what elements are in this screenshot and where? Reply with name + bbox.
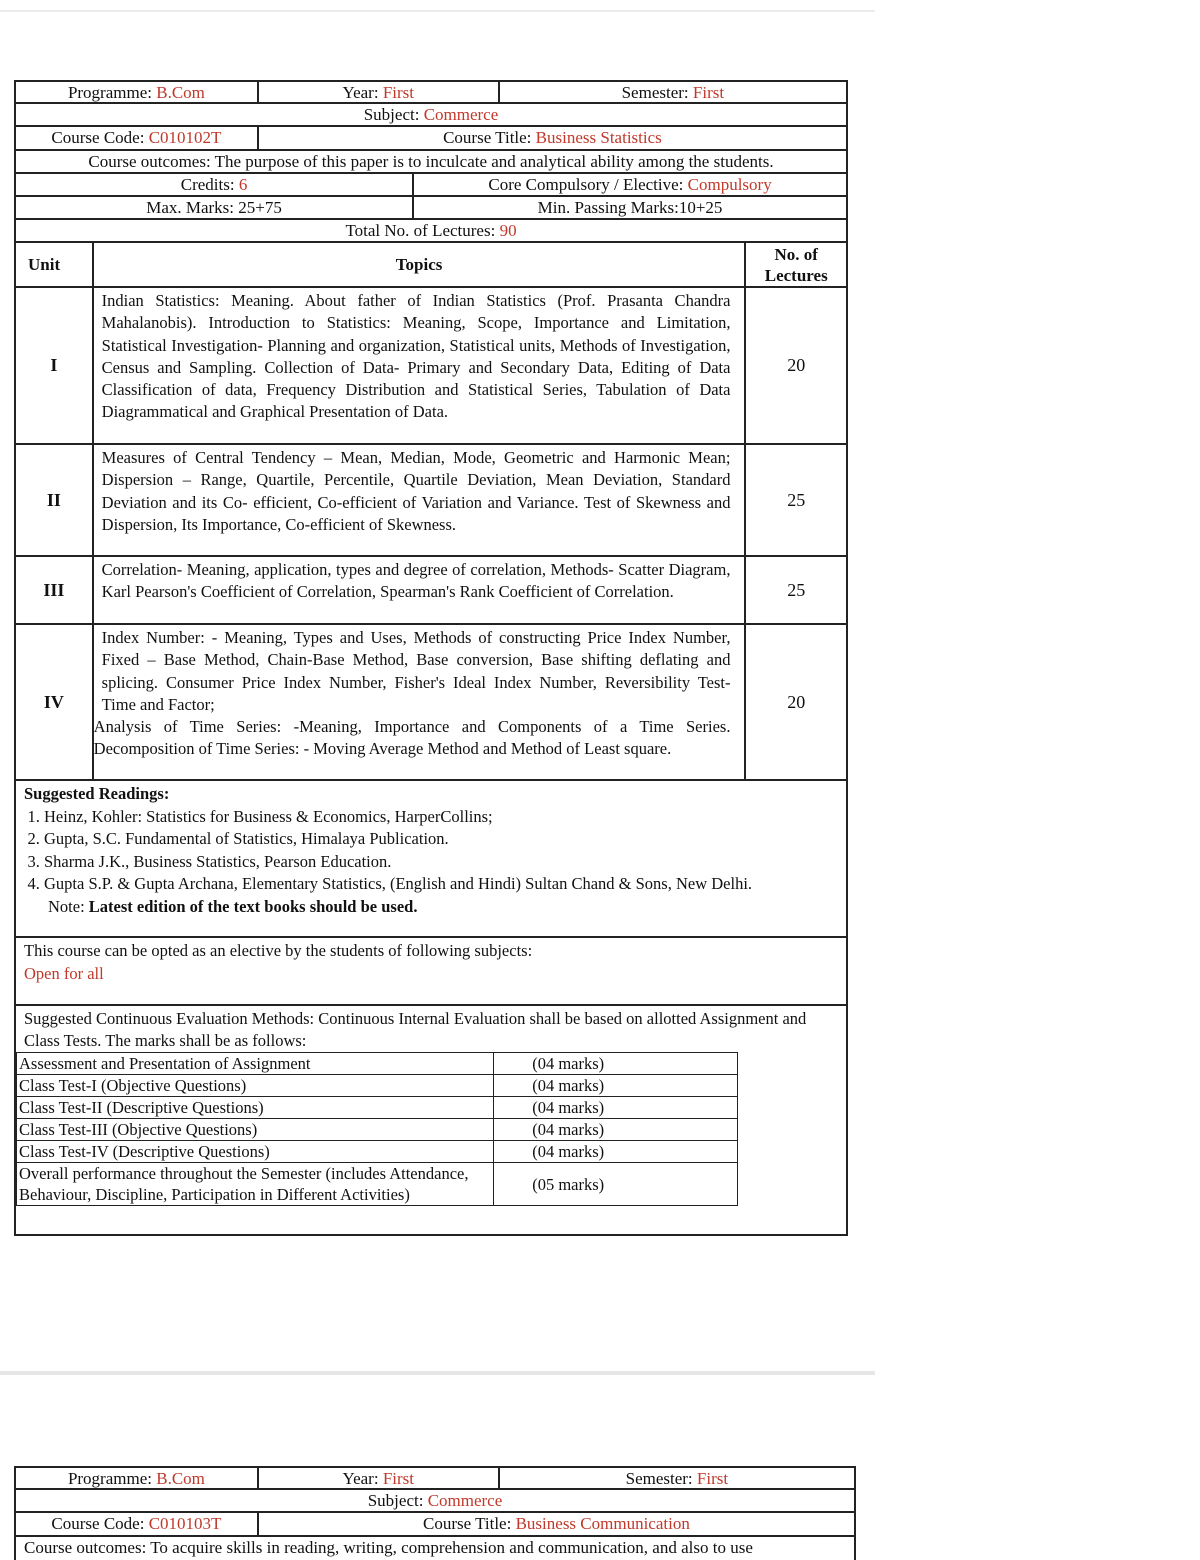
semester-label: Semester: [621,83,693,102]
programme-cell [16,82,257,102]
unit-topics: Measures of Central Tendency – Mean, Median, Mode, Geometric and Harmonic Mean; Dispersion – Range, Quartile, Percentile, Quartile Deviation, Mean Deviation, Standard Deviation and its Co- efficient, Co-efficient of Variation and Variance. Test of Skewness and Dispersion, Its Importance, Co-efficient of Skewness. [92,445,745,555]
programme-cell [16,1468,257,1488]
units-header-row [14,243,848,288]
semester-cell [498,1468,854,1488]
course-title-label: Course Title: [443,128,536,147]
year-label: Year: [342,1469,383,1488]
course-title-cell [257,1513,854,1535]
course-title-value: Business Communication [515,1514,690,1533]
subject-cell [16,104,846,125]
evaluation-item: Assessment and Presentation of Assignment [17,1053,494,1075]
programme-row [14,1466,856,1490]
lectures-row [14,220,848,243]
semester-cell [498,82,846,102]
evaluation-item: Overall performance throughout the Semester (includes Attendance, Behaviour, Discipline, Participation in Different Activities) [17,1163,494,1206]
course-title-cell [257,127,846,149]
readings-note [24,896,838,919]
unit-row-ii [14,445,848,557]
unit-number: II [46,489,61,510]
programme-label: Programme: [67,83,157,102]
unit-number: III [43,579,65,600]
unit-row-iv [14,625,848,781]
marks-row [14,197,848,220]
unit-column-header: Unit [28,255,61,274]
total-lectures-cell [16,220,846,241]
course-code-value: C010103T [148,1514,222,1533]
table-row [17,1097,738,1119]
reading-item: 2. Gupta, S.C. Fundamental of Statistics, Himalaya Publication. [44,828,838,851]
elective-info [16,938,846,1004]
readings-title: Suggested Readings: [24,784,170,803]
evaluation-section [16,1006,846,1234]
unit-topics-time-series: Analysis of Time Series: -Meaning, Importance and Components of a Time Series. Decomposition of Time Series: - Moving Average Method and Method of Least square. [93,717,731,759]
year-cell [257,1468,498,1488]
course-code-cell [16,127,257,149]
credits-label: Credits: [180,175,239,194]
evaluation-marks: (04 marks) [494,1075,738,1097]
semester-value: First [696,1469,729,1488]
core-elective-value: Compulsory [687,175,772,194]
semester-value: First [692,83,725,102]
evaluation-item: Class Test-III (Objective Questions) [17,1119,494,1141]
syllabus-sheet-business-communication [14,1466,856,1560]
outcomes-row [14,1537,856,1560]
credits-row [14,174,848,197]
table-row [17,1119,738,1141]
unit-number: IV [43,691,64,712]
elective-text: This course can be opted as an elective by the students of following subjects: [24,941,533,960]
unit-row-i [14,288,848,445]
evaluation-marks: (04 marks) [494,1097,738,1119]
evaluation-marks: (04 marks) [494,1141,738,1163]
table-row [17,1163,738,1206]
reading-item: 3. Sharma J.K., Business Statistics, Pearson Education. [44,851,838,874]
semester-label: Semester: [625,1469,697,1488]
table-row [17,1075,738,1097]
course-title-value: Business Statistics [535,128,662,147]
course-code-cell [16,1513,257,1535]
subject-label: Subject: [363,105,424,124]
unit-lectures: 20 [744,625,846,779]
topics-column-header: Topics [92,243,745,286]
evaluation-table [16,1052,738,1206]
readings-row [14,781,848,938]
subject-value: Commerce [423,105,499,124]
evaluation-marks: (04 marks) [494,1053,738,1075]
programme-value: B.Com [156,1469,205,1488]
core-elective-cell [412,174,846,195]
course-outcomes: Course outcomes: To acquire skills in reading, writing, comprehension and communication, and also to use [24,1538,753,1557]
course-code-label: Course Code: [51,128,149,147]
table-row [17,1141,738,1163]
credits-cell [16,174,412,195]
subject-row [14,1490,856,1513]
core-elective-label: Core Compulsory / Elective: [488,175,688,194]
suggested-readings [16,781,846,936]
evaluation-item: Class Test-II (Descriptive Questions) [17,1097,494,1119]
unit-row-iii [14,557,848,625]
page-top-rule [0,10,875,12]
unit-topics-index-number: Index Number: - Meaning, Types and Uses, Methods of constructing Price Index Number, Fixed – Base Method, Chain-Base Method, Base conversion, Base shifting deflating and splicing. Consumer Price Index Number, Fisher's Ideal Index Number, Reversibility Test- Time and Factor; [101,628,731,714]
elective-row [14,938,848,1006]
unit-number: I [50,355,58,375]
outcomes-row [14,151,848,174]
evaluation-item: Class Test-I (Objective Questions) [17,1075,494,1097]
unit-lectures: 25 [744,445,846,555]
total-lectures-label: Total No. of Lectures: [345,221,500,240]
unit-topics: Correlation- Meaning, application, types and degree of correlation, Methods- Scatter Diagram, Karl Pearson's Coefficient of Correlation, Spearman's Rank Coefficient of Correlation. [92,557,745,623]
course-outcomes: Course outcomes: The purpose of this paper is to inculcate and analytical ability among the students. [88,152,774,171]
min-passing-marks: Min. Passing Marks:10+25 [412,197,846,218]
page-separator [0,1371,875,1375]
course-code-label: Course Code: [51,1514,149,1533]
evaluation-marks: (04 marks) [494,1119,738,1141]
unit-topics: Indian Statistics: Meaning. About father of Indian Statistics (Prof. Prasanta Chandra Mahalanobis). Introduction to Statistics: Meaning, Scope, Importance and Limitation, Statistical Investigation- Planning and organization, Statistical units, Methods of Investigation, Census and Sampling. Collection of Data- Primary and Secondary Data, Editing of Data Classification of data, Frequency Distribution and Statistical Series, Tabulation of Data Diagrammatical and Graphical Presentation of Data. [92,288,745,443]
programme-row [14,80,848,104]
reading-item: 1. Heinz, Kohler: Statistics for Business & Economics, HarperCollins; [44,806,838,829]
evaluation-marks: (05 marks) [494,1163,738,1206]
course-code-value: C010102T [148,128,222,147]
evaluation-row [14,1006,848,1236]
subject-label: Subject: [367,1491,428,1510]
programme-value: B.Com [156,83,205,102]
syllabus-sheet-business-statistics [14,80,848,1236]
readings-list [24,806,838,896]
year-value: First [382,83,415,102]
subject-value: Commerce [427,1491,503,1510]
subject-cell [16,1490,854,1511]
reading-item: 4. Gupta S.P. & Gupta Archana, Elementary Statistics, (English and Hindi) Sultan Chand & Sons, New Delhi. [44,873,838,896]
total-lectures-value: 90 [499,221,517,240]
subject-row [14,104,848,127]
note-text: Latest edition of the text books should be used. [88,896,418,916]
credits-value: 6 [238,175,248,194]
table-row [17,1053,738,1075]
year-value: First [382,1469,415,1488]
unit-lectures: 25 [744,557,846,623]
course-row [14,127,848,151]
max-marks: Max. Marks: 25+75 [146,198,282,217]
course-title-label: Course Title: [423,1514,516,1533]
programme-label: Programme: [67,1469,157,1488]
year-label: Year: [342,83,383,102]
year-cell [257,82,498,102]
elective-open-for-all: Open for all [24,963,104,983]
unit-lectures: 20 [744,288,846,443]
course-row [14,1513,856,1537]
unit-topics [92,625,745,779]
note-label: Note: [48,896,89,916]
evaluation-intro: Suggested Continuous Evaluation Methods: Continuous Internal Evaluation shall be based on allotted Assignment and Class Tests. The marks shall be as follows: [24,1009,807,1050]
evaluation-item: Class Test-IV (Descriptive Questions) [17,1141,494,1163]
lectures-column-header: No. of Lectures [744,243,846,286]
